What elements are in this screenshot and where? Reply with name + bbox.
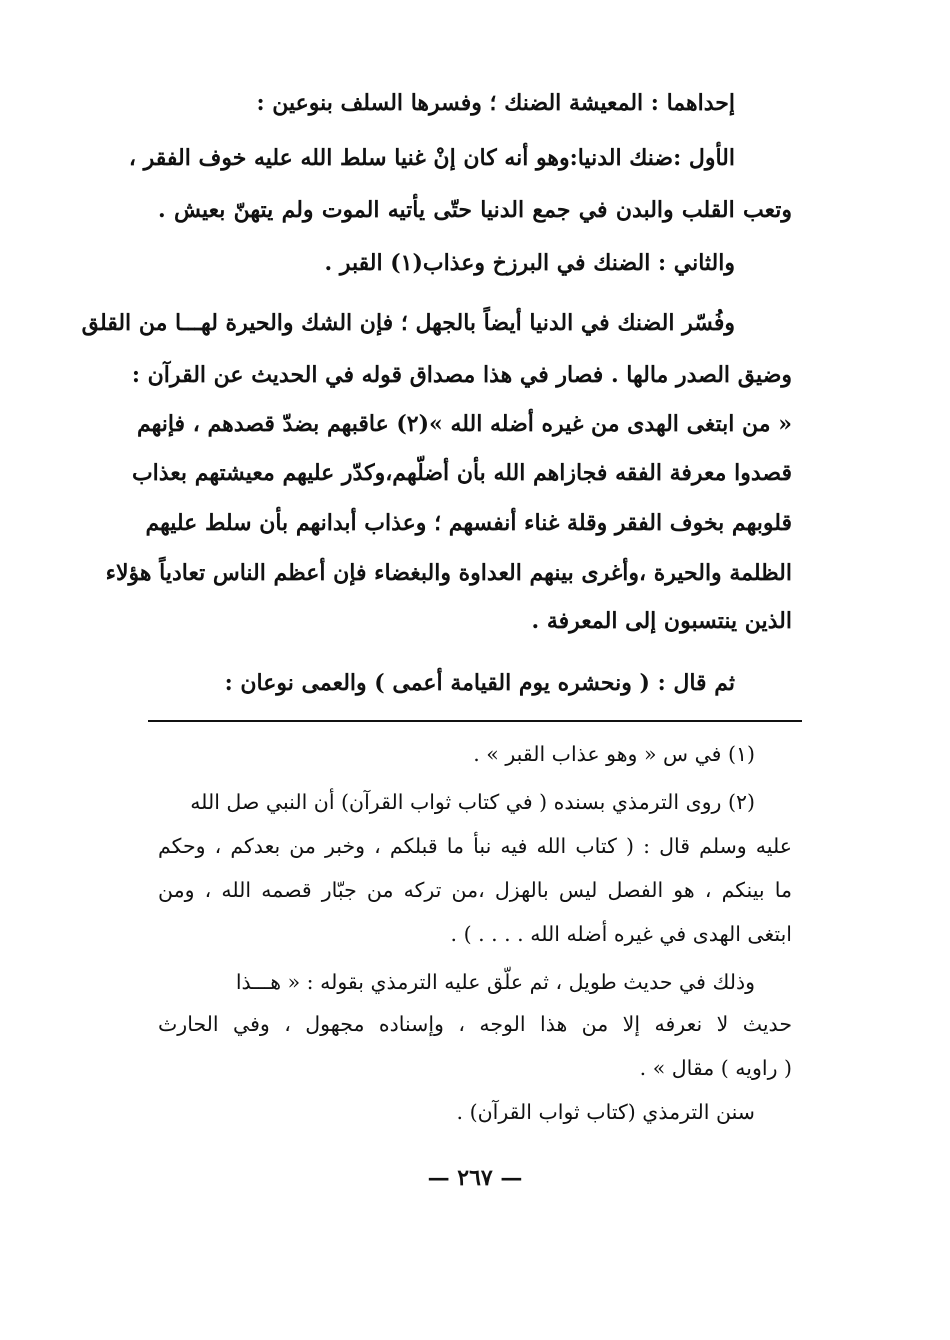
footnote-line-9: سنن الترمذي (كتاب ثواب القرآن) . xyxy=(456,1100,755,1124)
body-line-3: وتعب القلب والبدن في جمع الدنيا حتّى يأتيه الموت ولم يتهنّ بعيش . xyxy=(158,197,792,223)
footnote-separator xyxy=(148,720,802,722)
body-line-12: ثم قال : ( ونحشره يوم القيامة أعمى ) والعمى نوعان : xyxy=(224,670,735,696)
footnote-line-3: عليه وسلم قال : ( كتاب الله فيه نبأ ما قبلكم ، وخبر من بعدكم ، وحكم xyxy=(158,834,792,858)
body-line-7: « من ابتغى الهدى من غيره أضله الله »(٢) عاقبهم بضدّ قصدهم ، فإنهم xyxy=(136,411,792,437)
body-line-2: الأول :ضنك الدنيا:وهو أنه كان إنْ غنيا سلط الله عليه خوف الفقر ، xyxy=(128,145,735,171)
body-line-6: وضيق الصدر مالها . فصار في هذا مصداق قوله في الحديث عن القرآن : xyxy=(131,362,792,388)
body-line-10: الظلمة والحيرة ،وأغرى بينهم العداوة والبغضاء فإن أعظم الناس تعادياً هؤلاء xyxy=(105,560,792,586)
footnote-line-4: ما بينكم ، هو الفصل ليس بالهزل ،من تركه من جبّار قصمه الله ، ومن xyxy=(158,878,792,902)
body-line-8: قصدوا معرفة الفقه فجازاهم الله بأن أضلّهم،وكدّر عليهم معيشتهم بعذاب xyxy=(131,460,792,486)
footnote-line-1: (١) في س « وهو عذاب القبر » . xyxy=(473,742,755,766)
footnote-line-2: (٢) روى الترمذي بسنده ( في كتاب ثواب القرآن) أن النبي صل الله xyxy=(190,790,755,814)
footnote-line-6: وذلك في حديث طويل ، ثم علّق عليه الترمذي بقوله : « هـــذا xyxy=(235,970,755,994)
footnote-line-8: ( راويه ) مقال » . xyxy=(639,1056,792,1080)
body-line-9: قلوبهم بخوف الفقر وقلة غناء أنفسهم ؛ وعذاب أبدانهم بأن سلط عليهم xyxy=(145,510,792,536)
page-number: — ٢٦٧ — xyxy=(427,1165,523,1191)
body-line-5: وفُسّر الضنك في الدنيا أيضاً بالجهل ؛ فإن الشك والحيرة لهـــا من القلق xyxy=(81,310,735,336)
footnote-line-5: ابتغى الهدى في غيره أضله الله . . . . ) . xyxy=(450,922,792,946)
body-line-4: والثاني : الضنك في البرزخ وعذاب(١) القبر . xyxy=(324,250,735,276)
footnote-line-7: حديث لا نعرفه إلا من هذا الوجه ، وإسناده مجهول ، وفي الحارث xyxy=(158,1012,792,1036)
body-line-1: إحداهما : المعيشة الضنك ؛ وفسرها السلف بنوعين : xyxy=(256,90,735,116)
body-line-11: الذين ينتسبون إلى المعرفة . xyxy=(531,608,792,634)
